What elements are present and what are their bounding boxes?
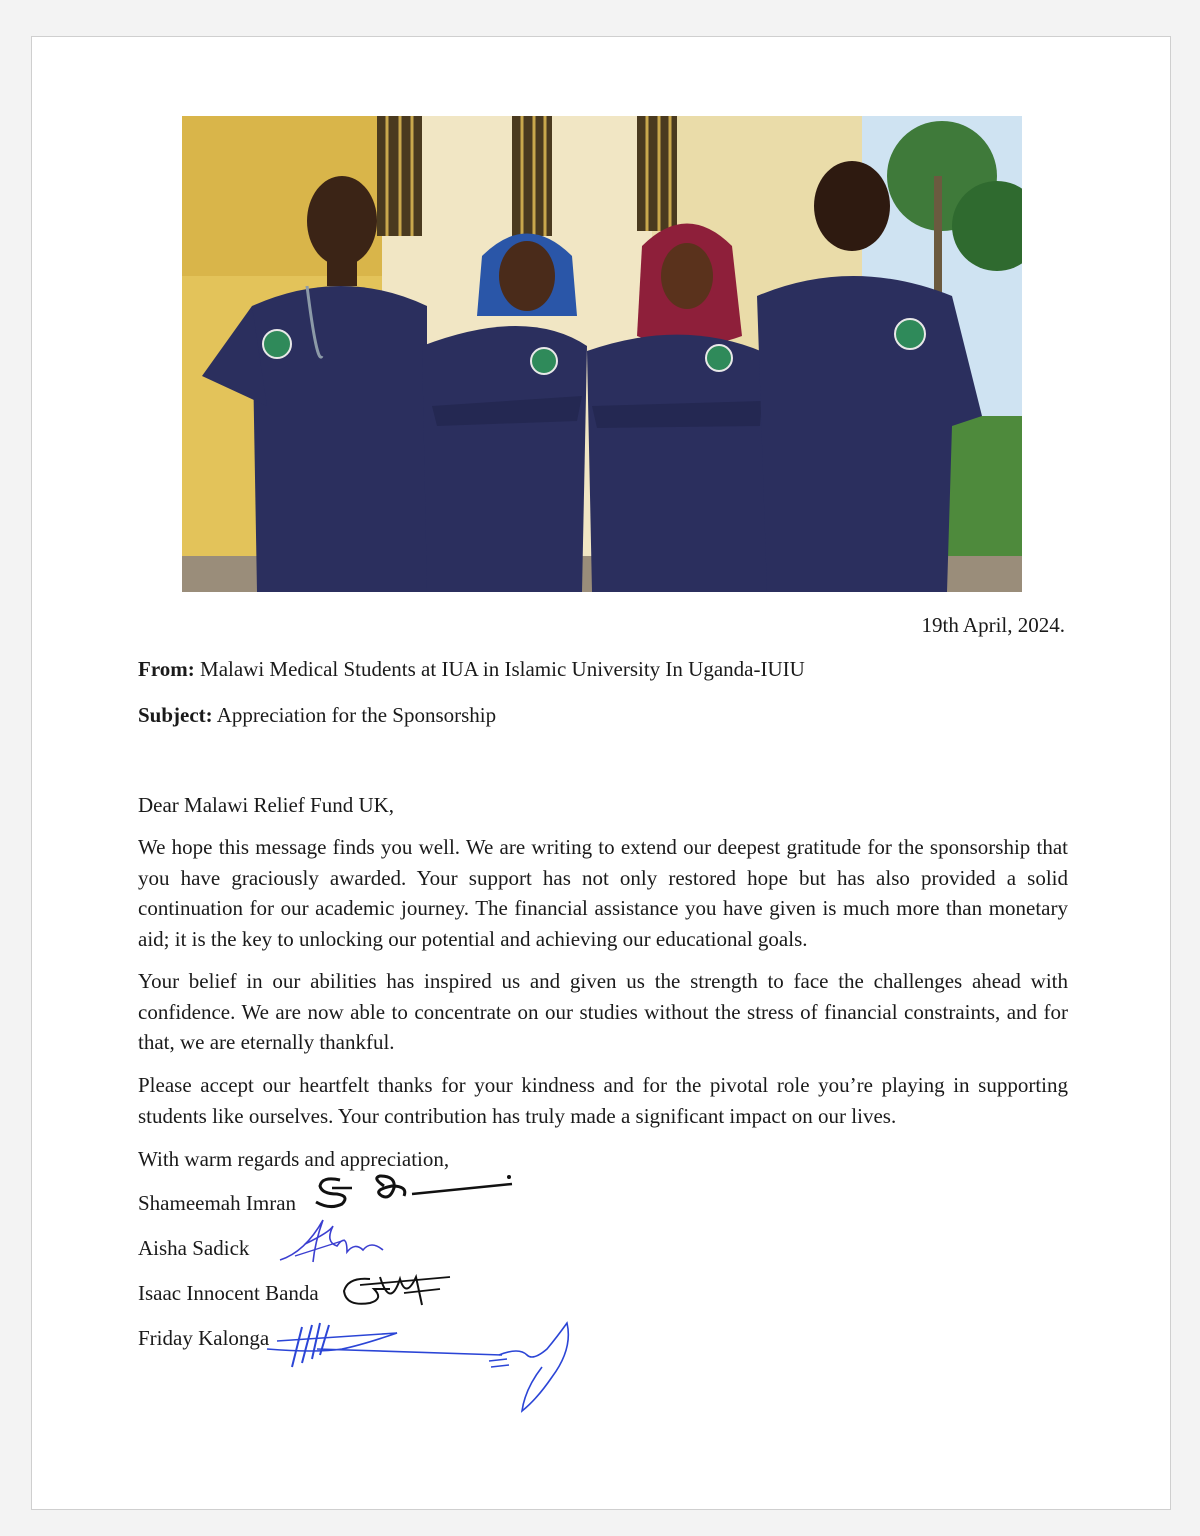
signature-3 (340, 1269, 455, 1314)
signature-4 (257, 1319, 587, 1419)
signer-name-1: Shameemah Imran (138, 1191, 297, 1215)
signature-1 (312, 1172, 522, 1217)
group-photo (182, 116, 1022, 592)
letter-page (31, 36, 1171, 1510)
signature-2 (275, 1212, 395, 1272)
signer-name-2: Aisha Sadick (138, 1236, 250, 1260)
letter-date: 19th April, 2024. (921, 613, 1065, 637)
from-value: Malawi Medical Students at IUA in Islamic University In Uganda-IUIU (200, 657, 805, 681)
group-photo-illustration (182, 116, 1022, 592)
subject-value: Appreciation for the Sponsorship (216, 703, 497, 727)
closing-line: With warm regards and appreciation, (138, 1147, 450, 1171)
paragraph-3: Please accept our heartfelt thanks for your kindness and for the pivotal role you’re playing in supporting students like ourselves. Your contribution has truly made a significant impact on our lives. (138, 1073, 1068, 1128)
paragraph-2: Your belief in our abilities has inspired us and given us the strength to face the challenges ahead with confidence. We are now able to concentrate on our studies without the stress of financial constraints, and for that, we are eternally thankful. (138, 969, 1068, 1054)
signer-name-3: Isaac Innocent Banda (138, 1281, 319, 1305)
salutation: Dear Malawi Relief Fund UK, (138, 793, 395, 817)
from-label: From: (138, 657, 195, 681)
signer-name-4: Friday Kalonga (138, 1326, 270, 1350)
subject-label: Subject: (138, 703, 213, 727)
subject-line (138, 703, 496, 728)
from-line (138, 657, 805, 682)
paragraph-1: We hope this message finds you well. We are writing to extend our deepest gratitude for the sponsorship that you have graciously awarded. Your support has not only restored hope but has also provided a solid continuation for our academic journey. The financial assistance you have given is much more than monetary aid; it is the key to unlocking our potential and achieving our educational goals. (138, 835, 1068, 951)
